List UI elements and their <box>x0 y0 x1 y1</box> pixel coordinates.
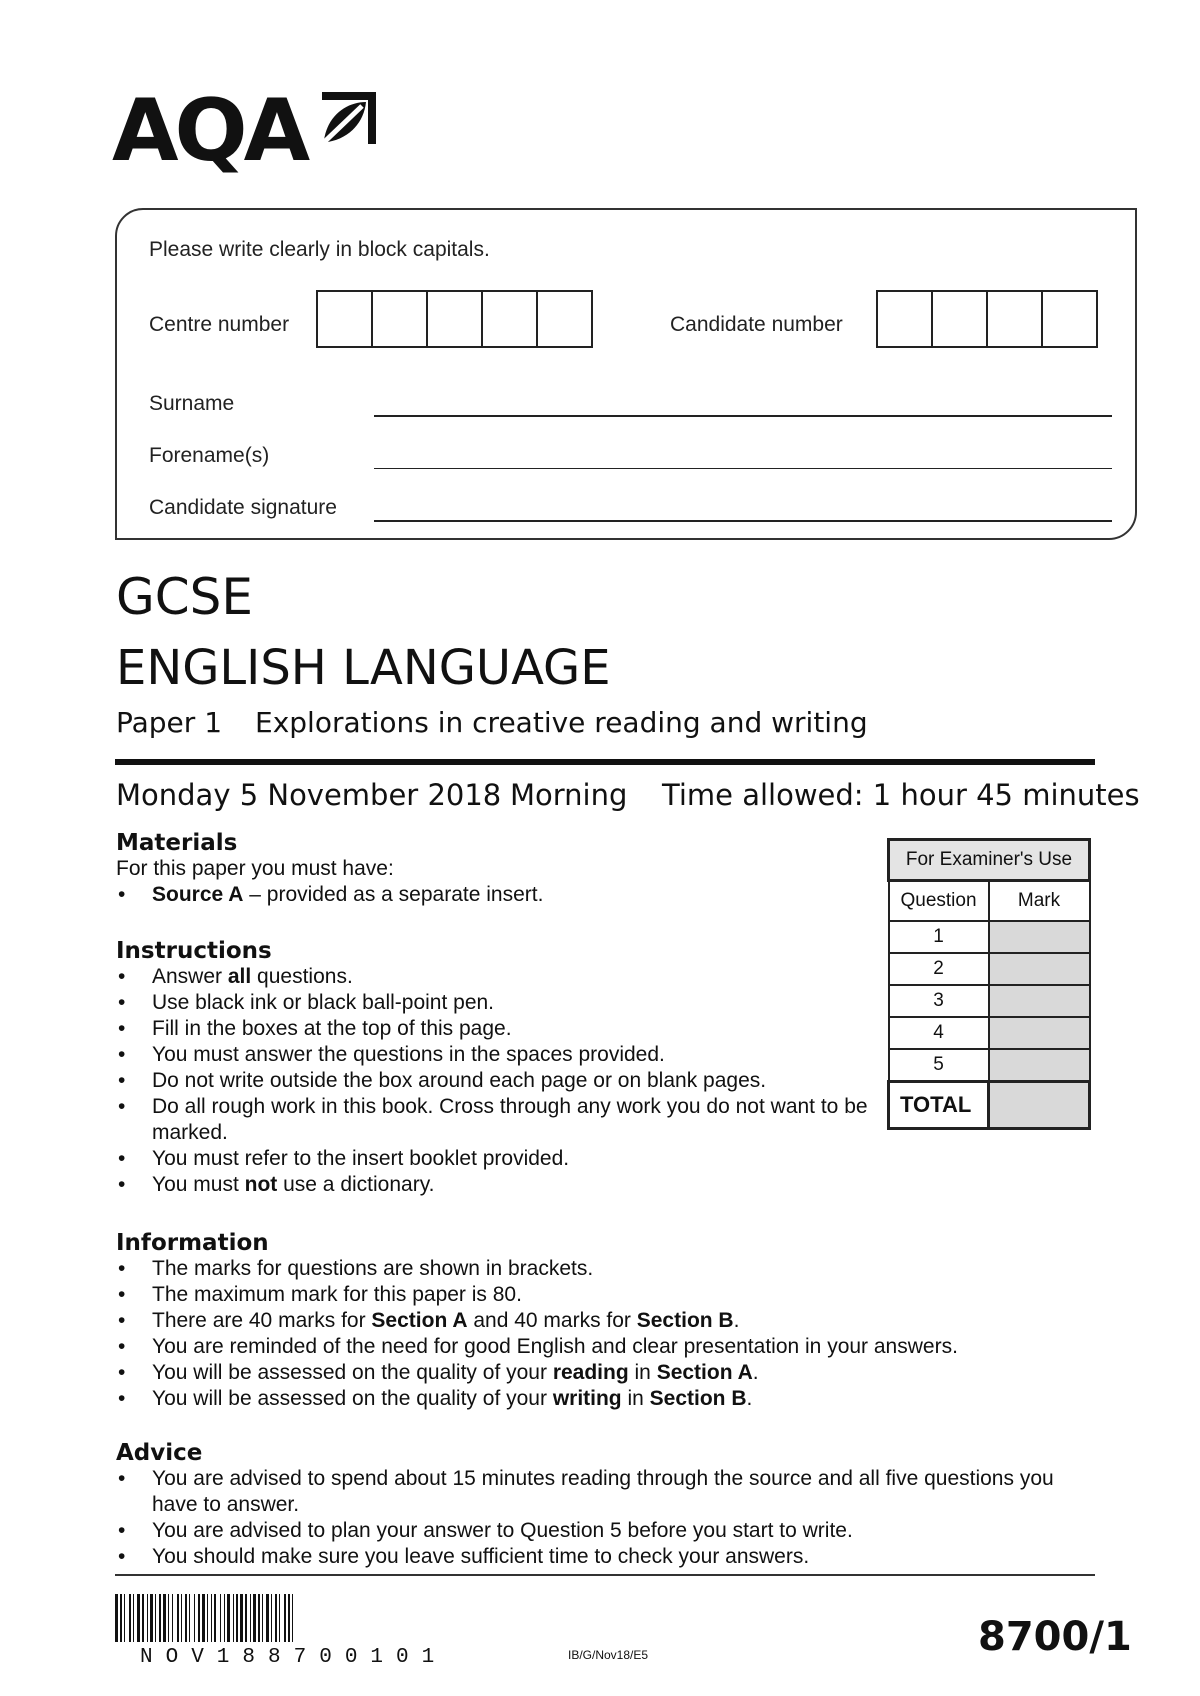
question-number-cell: 4 <box>889 1017 989 1049</box>
question-number-cell: 1 <box>889 921 989 953</box>
aqa-leaf-icon <box>318 92 376 148</box>
aqa-logo <box>112 81 307 181</box>
barcode-digits: NOV188700101 <box>140 1646 448 1669</box>
list-item: • Source A – provided as a separate insert. <box>116 882 876 908</box>
mark-cell[interactable] <box>989 953 1090 985</box>
exam-date: Monday 5 November 2018 <box>116 778 502 812</box>
list-item: • The marks for questions are shown in brackets. <box>116 1256 1096 1282</box>
list-item: • You must answer the questions in the spaces provided. <box>116 1042 876 1068</box>
list-item: • Do all rough work in this book. Cross through any work you do not want to be marked. <box>116 1094 876 1146</box>
total-label: TOTAL <box>889 1082 989 1129</box>
mark-column-header: Mark <box>989 881 1090 922</box>
information-heading: Information <box>116 1230 269 1256</box>
list-item: • Answer all questions. <box>116 964 876 990</box>
time-allowed: Time allowed: 1 hour 45 minutes <box>662 778 1140 812</box>
subject-title: ENGLISH LANGUAGE <box>116 640 611 696</box>
logo-text: AQA <box>112 81 307 181</box>
table-row <box>889 1049 1090 1082</box>
centre-digit-box[interactable] <box>316 290 373 348</box>
list-item: • You will be assessed on the quality of your writing in Section B. <box>116 1386 1096 1412</box>
table-row <box>889 985 1090 1017</box>
table-row <box>889 921 1090 953</box>
candidate-digit-box[interactable] <box>931 290 988 348</box>
centre-digit-box[interactable] <box>426 290 483 348</box>
candidate-number-label: Candidate number <box>670 313 843 336</box>
list-item: • You are advised to plan your answer to Question 5 before you start to write. <box>116 1518 1096 1544</box>
advice-list <box>116 1466 1096 1570</box>
forename-label: Forename(s) <box>149 444 270 467</box>
paper-title: Explorations in creative reading and writing <box>255 706 868 739</box>
mark-cell[interactable] <box>989 985 1090 1017</box>
mark-cell[interactable] <box>989 1017 1090 1049</box>
list-item: • You should make sure you leave sufficient time to check your answers. <box>116 1544 1096 1570</box>
list-item: • Use black ink or black ball-point pen. <box>116 990 876 1016</box>
title-divider <box>115 759 1095 765</box>
list-item: • You will be assessed on the quality of your reading in Section A. <box>116 1360 1096 1386</box>
information-list <box>116 1256 1096 1412</box>
candidate-digit-box[interactable] <box>1041 290 1098 348</box>
block-capitals-instruction: Please write clearly in block capitals. <box>149 238 490 261</box>
instructions-section <box>116 938 876 1198</box>
list-item: • You must not use a dictionary. <box>116 1172 876 1198</box>
total-mark-cell[interactable] <box>989 1082 1090 1129</box>
table-row <box>889 953 1090 985</box>
instructions-list <box>116 964 876 1198</box>
materials-intro: For this paper you must have: <box>116 857 394 880</box>
footer-divider <box>115 1574 1095 1576</box>
qualification-title: GCSE <box>116 568 253 626</box>
list-item: • There are 40 marks for Section A and 40 marks for Section B. <box>116 1308 1096 1334</box>
materials-heading: Materials <box>116 830 238 856</box>
centre-number-label: Centre number <box>149 313 290 336</box>
signature-label: Candidate signature <box>149 496 337 519</box>
examiners-use-title: For Examiner's Use <box>889 840 1090 881</box>
instructions-heading: Instructions <box>116 938 272 964</box>
paper-code: 8700/1 <box>978 1614 1132 1660</box>
centre-digit-box[interactable] <box>481 290 538 348</box>
advice-heading: Advice <box>116 1440 203 1466</box>
question-number-cell: 2 <box>889 953 989 985</box>
materials-list <box>116 882 876 908</box>
candidate-number-boxes[interactable] <box>878 290 1098 348</box>
forename-field[interactable] <box>374 468 1112 469</box>
candidate-digit-box[interactable] <box>876 290 933 348</box>
exam-session: Morning <box>510 778 628 812</box>
list-item: • You must refer to the insert booklet provided. <box>116 1146 876 1172</box>
centre-number-boxes[interactable] <box>318 290 593 348</box>
information-section <box>116 1230 1096 1412</box>
question-number-cell: 3 <box>889 985 989 1017</box>
centre-digit-box[interactable] <box>536 290 593 348</box>
list-item: • The maximum mark for this paper is 80. <box>116 1282 1096 1308</box>
surname-field[interactable] <box>374 415 1112 417</box>
question-number-cell: 5 <box>889 1049 989 1082</box>
mark-cell[interactable] <box>989 921 1090 953</box>
question-column-header: Question <box>889 881 989 922</box>
candidate-digit-box[interactable] <box>986 290 1043 348</box>
examiners-use-table <box>887 838 1091 1130</box>
materials-section <box>116 830 876 908</box>
table-row <box>889 1017 1090 1049</box>
advice-section <box>116 1440 1096 1570</box>
list-item: • Fill in the boxes at the top of this page. <box>116 1016 876 1042</box>
list-item: • Do not write outside the box around each page or on blank pages. <box>116 1068 876 1094</box>
list-item: • You are advised to spend about 15 minutes reading through the source and all five questions you have to answer. <box>116 1466 1096 1518</box>
document-reference: IB/G/Nov18/E5 <box>568 1648 649 1662</box>
mark-cell[interactable] <box>989 1049 1090 1082</box>
centre-digit-box[interactable] <box>371 290 428 348</box>
signature-field[interactable] <box>374 520 1112 522</box>
list-item: • You are reminded of the need for good English and clear presentation in your answers. <box>116 1334 1096 1360</box>
paper-number: Paper 1 <box>116 706 223 739</box>
surname-label: Surname <box>149 392 235 415</box>
